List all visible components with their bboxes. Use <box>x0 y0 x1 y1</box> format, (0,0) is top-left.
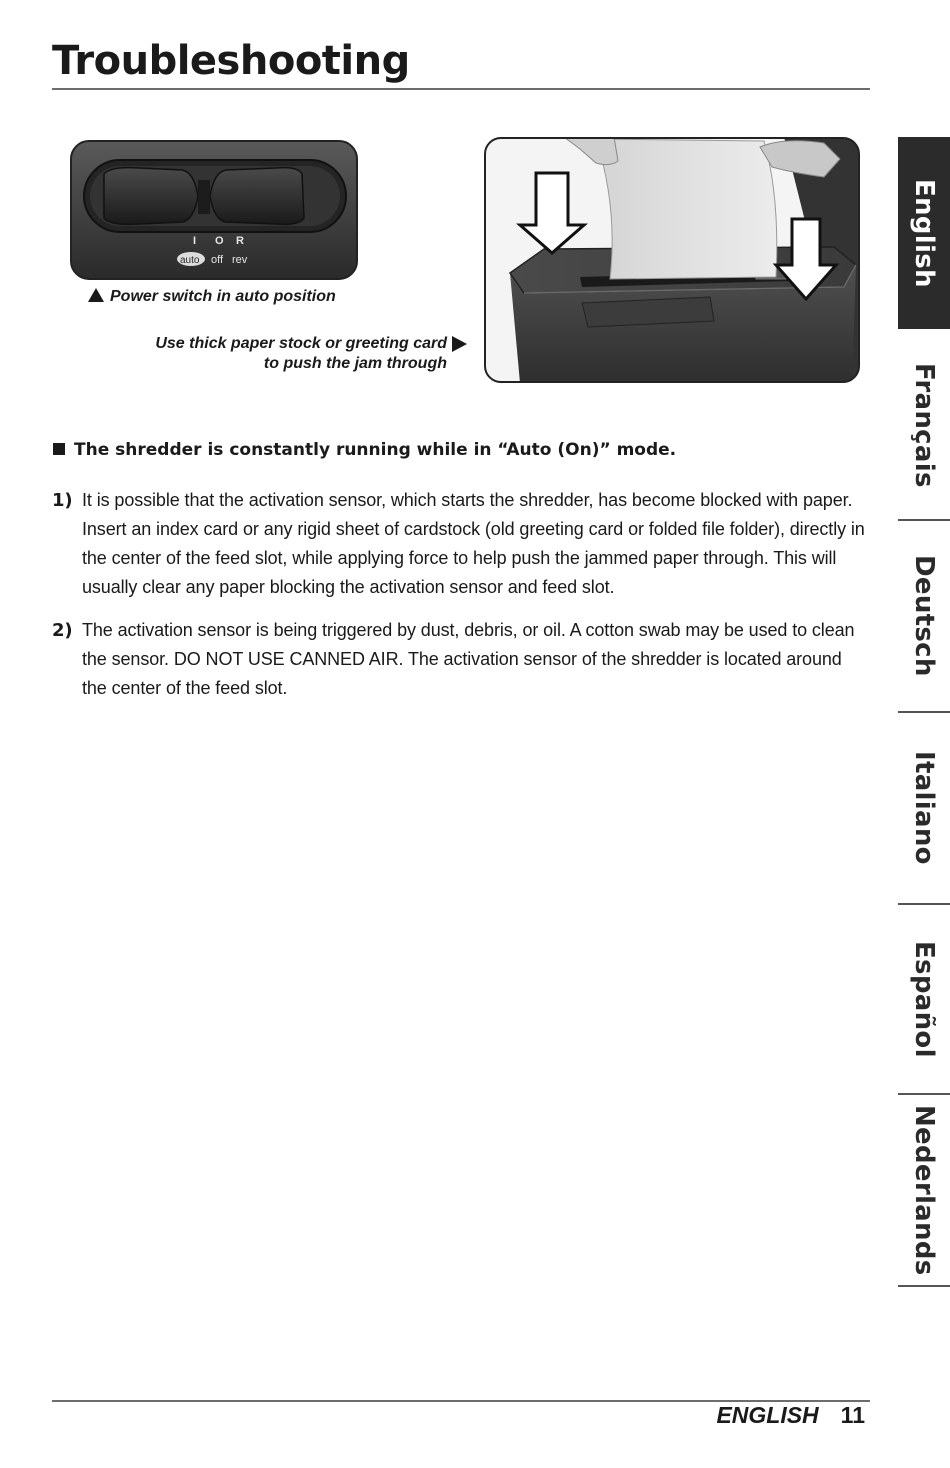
step-item <box>52 486 868 602</box>
switch-label-rev: rev <box>232 254 248 266</box>
tab-label: English <box>909 178 939 288</box>
shredder-illustration <box>484 137 860 383</box>
step-text: It is possible that the activation sensor, which starts the shredder, has become blocked with paper. Insert an index card or any rigid sheet of cardstock (old greeting card or folded file folder), directly in the center of the feed slot, while applying force to help push the jammed paper through. This will usually clear any paper blocking the activation sensor and feed slot. <box>82 490 865 597</box>
tab-espanol[interactable] <box>898 905 950 1093</box>
tab-label: Italiano <box>909 751 939 865</box>
page-title: Troubleshooting <box>52 38 410 84</box>
shredder-caption <box>155 334 447 374</box>
triangle-right-icon <box>452 336 467 352</box>
tab-divider <box>898 1285 950 1287</box>
tab-label: Nederlands <box>909 1104 939 1276</box>
section-heading <box>53 440 676 460</box>
switch-caption-text: Power switch in auto position <box>110 288 336 305</box>
shredder-caption-line1: Use thick paper stock or greeting card <box>155 335 447 352</box>
triangle-up-icon <box>88 288 104 302</box>
switch-label-o: O <box>215 235 224 247</box>
power-switch-illustration <box>70 140 358 280</box>
step-number: 2) <box>52 620 73 641</box>
tab-label: Deutsch <box>909 555 939 677</box>
tab-english[interactable] <box>898 137 950 329</box>
header-divider <box>52 88 870 90</box>
shredder-caption-line2: to push the jam through <box>263 355 447 372</box>
troubleshooting-steps <box>52 486 868 717</box>
square-bullet-icon <box>53 443 65 455</box>
page-footer <box>716 1402 865 1429</box>
switch-label-i: I <box>193 235 197 247</box>
tab-label: Español <box>909 940 939 1058</box>
switch-caption <box>88 288 336 306</box>
step-text: The activation sensor is being triggered by dust, debris, or oil. A cotton swab may be used to clean the sensor. DO NOT USE CANNED AIR. The activation sensor of the shredder is located around the center of the feed slot. <box>82 620 855 698</box>
switch-label-off: off <box>211 254 224 266</box>
page-number: 11 <box>840 1402 865 1428</box>
step-number: 1) <box>52 490 73 511</box>
tab-nederlands[interactable] <box>898 1095 950 1285</box>
tab-italiano[interactable] <box>898 713 950 903</box>
tab-francais[interactable] <box>898 331 950 519</box>
step-item <box>52 616 868 703</box>
switch-label-r: R <box>236 235 244 247</box>
section-heading-text: The shredder is constantly running while in “Auto (On)” mode. <box>74 440 677 460</box>
tab-label: Français <box>909 362 939 488</box>
tab-deutsch[interactable] <box>898 521 950 711</box>
footer-language: ENGLISH <box>716 1402 819 1428</box>
switch-label-auto: auto <box>180 255 200 266</box>
